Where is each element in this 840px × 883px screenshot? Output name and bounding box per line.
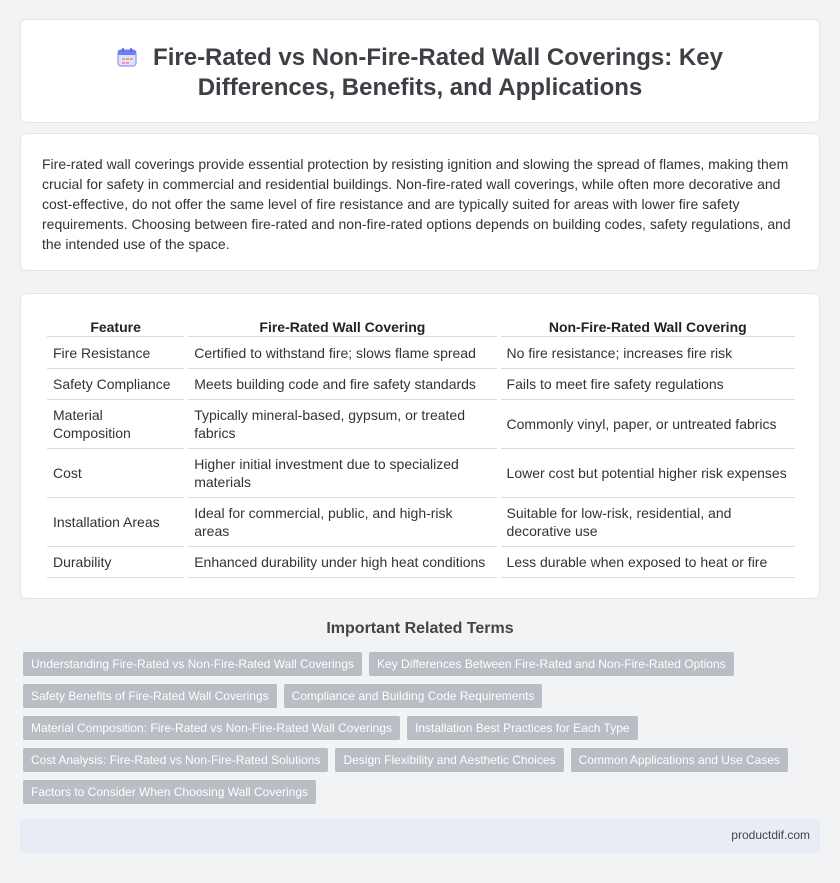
table-row — [47, 369, 795, 400]
feature-cell: Material Composition — [47, 400, 184, 449]
related-term-tag[interactable]: Common Applications and Use Cases — [571, 748, 788, 772]
related-term-tag[interactable]: Installation Best Practices for Each Type — [407, 716, 638, 740]
footer — [20, 819, 820, 853]
header-non-fire-rated: Non-Fire-Rated Wall Covering — [501, 315, 795, 337]
tag-row — [23, 684, 823, 716]
table-row — [47, 337, 795, 369]
title-text: Fire-Rated vs Non-Fire-Rated Wall Coverings: Key Differences, Benefits, and Applications — [153, 44, 723, 101]
footer-site-link[interactable]: productdif.com — [731, 828, 810, 842]
fire-rated-cell: Certified to withstand fire; slows flame spread — [188, 337, 496, 369]
non-fire-rated-cell: No fire resistance; increases fire risk — [501, 337, 795, 369]
feature-cell: Installation Areas — [47, 498, 184, 547]
page-title — [61, 43, 779, 103]
table-row — [47, 449, 795, 498]
non-fire-rated-cell: Suitable for low-risk, residential, and decorative use — [501, 498, 795, 547]
calendar-icon — [117, 47, 137, 67]
feature-cell: Fire Resistance — [47, 337, 184, 369]
feature-cell: Safety Compliance — [47, 369, 184, 400]
fire-rated-cell: Ideal for commercial, public, and high-risk areas — [188, 498, 496, 547]
related-term-tag[interactable]: Cost Analysis: Fire-Rated vs Non-Fire-Rated Solutions — [23, 748, 328, 772]
intro-card — [20, 133, 820, 271]
non-fire-rated-cell: Fails to meet fire safety regulations — [501, 369, 795, 400]
related-term-tag[interactable]: Factors to Consider When Choosing Wall Coverings — [23, 780, 316, 804]
related-term-tag[interactable]: Material Composition: Fire-Rated vs Non-Fire-Rated Wall Coverings — [23, 716, 400, 740]
title-card — [20, 19, 820, 123]
comparison-card — [20, 293, 820, 599]
non-fire-rated-cell: Commonly vinyl, paper, or untreated fabrics — [501, 400, 795, 449]
table-header-row — [47, 315, 795, 337]
table-row — [47, 547, 795, 578]
related-term-tag[interactable]: Understanding Fire-Rated vs Non-Fire-Rated Wall Coverings — [23, 652, 362, 676]
non-fire-rated-cell: Less durable when exposed to heat or fire — [501, 547, 795, 578]
fire-rated-cell: Typically mineral-based, gypsum, or treated fabrics — [188, 400, 496, 449]
fire-rated-cell: Higher initial investment due to specialized materials — [188, 449, 496, 498]
table-row — [47, 498, 795, 547]
non-fire-rated-cell: Lower cost but potential higher risk expenses — [501, 449, 795, 498]
feature-cell: Durability — [47, 547, 184, 578]
header-feature: Feature — [47, 315, 184, 337]
related-term-tag[interactable]: Key Differences Between Fire-Rated and Non-Fire-Rated Options — [369, 652, 734, 676]
related-term-tag[interactable]: Design Flexibility and Aesthetic Choices — [335, 748, 563, 772]
table-row — [47, 400, 795, 449]
related-terms-list — [23, 652, 823, 812]
tag-row — [23, 748, 823, 780]
related-terms-title: Important Related Terms — [326, 620, 514, 637]
fire-rated-cell: Meets building code and fire safety standards — [188, 369, 496, 400]
feature-cell: Cost — [47, 449, 184, 498]
related-term-tag[interactable]: Compliance and Building Code Requirements — [284, 684, 543, 708]
tag-row — [23, 780, 823, 812]
tag-row — [23, 652, 823, 684]
intro-paragraph: Fire-rated wall coverings provide essential protection by resisting ignition and slowing the spread of flames, making them crucial for safety in commercial and residential buildings. Non-fire-rated wall coverings, while often more decorative and cost-effective, do not offer the same level of fire resistance and are typically suited for areas with lower fire safety requirements. Choosing between fire-rated and non-fire-rated options depends on building codes, safety regulations, and the intended use of the space. — [42, 156, 791, 252]
related-term-tag[interactable]: Safety Benefits of Fire-Rated Wall Coverings — [23, 684, 277, 708]
header-fire-rated: Fire-Rated Wall Covering — [188, 315, 496, 337]
tag-row — [23, 716, 823, 748]
fire-rated-cell: Enhanced durability under high heat conditions — [188, 547, 496, 578]
comparison-table — [43, 315, 799, 578]
